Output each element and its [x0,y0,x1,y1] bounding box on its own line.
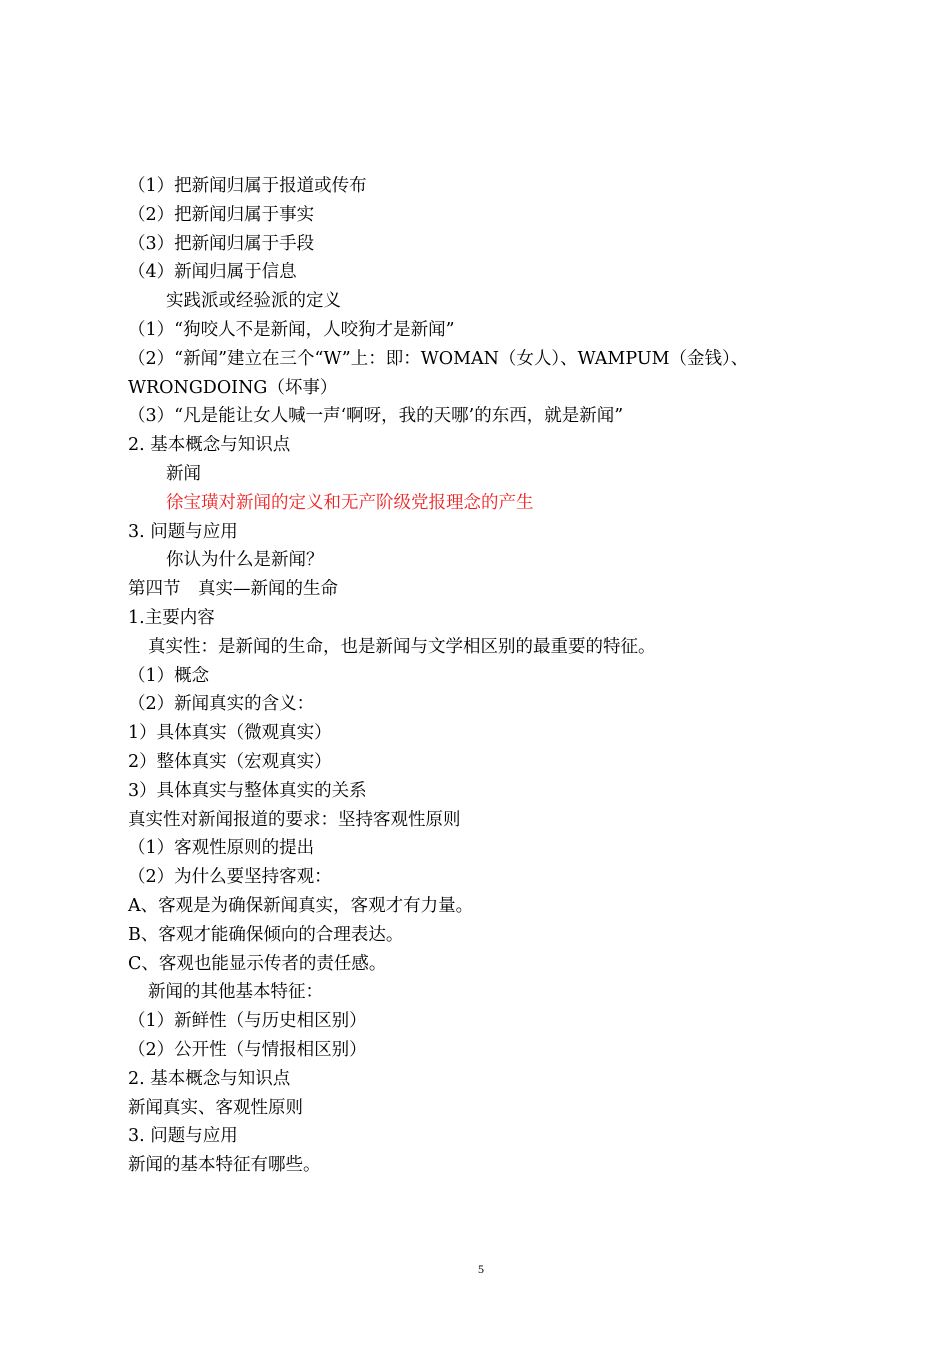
text-line: （3）“凡是能让女人喊一声‘啊呀，我的天哪’的东西，就是新闻” [128,406,624,427]
text-line: A、客观是为确保新闻真实，客观才有力量。 [128,895,474,916]
text-line: 3）具体真实与整体真实的关系 [128,780,367,801]
highlighted-line: 徐宝璜对新闻的定义和无产阶级党报理念的产生 [166,492,534,513]
text-line: （1）概念 [128,665,210,686]
text-line: 新闻的其他基本特征： [148,982,323,1003]
text-line: 你认为什么是新闻？ [166,550,324,571]
text-line: WRONGDOING（坏事） [128,377,338,398]
section-heading: 2. 基本概念与知识点 [128,1068,291,1089]
text-line: （2）为什么要坚持客观： [128,867,332,888]
text-line: 新闻的基本特征有哪些。 [128,1155,321,1176]
text-line: （2）公开性（与情报相区别） [128,1039,367,1060]
chapter-heading: 第四节 真实—新闻的生命 [128,579,338,600]
text-line: 新闻真实、客观性原则 [128,1097,303,1118]
text-line: （1）“狗咬人不是新闻，人咬狗才是新闻” [128,319,455,340]
text-line: （1）把新闻归属于报道或传布 [128,176,367,196]
text-line: （4）新闻归属于信息 [128,262,297,283]
text-line: 真实性：是新闻的生命，也是新闻与文学相区别的最重要的特征。 [148,636,656,657]
text-line: （1）新鲜性（与历史相区别） [128,1011,367,1032]
document-body [0,172,952,1180]
section-heading: 3. 问题与应用 [128,521,238,542]
text-line: （1）客观性原则的提出 [128,838,315,859]
text-line: （3）把新闻归属于手段 [128,233,315,254]
text-line: （2）新闻真实的含义： [128,694,315,715]
page-number: 5 [478,1262,484,1276]
text-line: 1）具体真实（微观真实） [128,723,332,744]
section-heading: 1.主要内容 [128,607,215,628]
text-line: 新闻 [166,463,201,484]
text-line: 2）整体真实（宏观真实） [128,751,332,772]
text-line: C、客观也能显示传者的责任感。 [128,953,387,974]
text-line: B、客观才能确保倾向的合理表达。 [128,924,404,945]
text-line: （2）“新闻”建立在三个“W”上：即：WOMAN（女人）、WAMPUM（金钱）、 [128,348,749,369]
section-heading: 2. 基本概念与知识点 [128,435,291,456]
subheading: 实践派或经验派的定义 [166,291,341,312]
section-heading: 3. 问题与应用 [128,1126,238,1147]
text-line: （2）把新闻归属于事实 [128,204,315,225]
text-line: 真实性对新闻报道的要求：坚持客观性原则 [128,809,461,830]
